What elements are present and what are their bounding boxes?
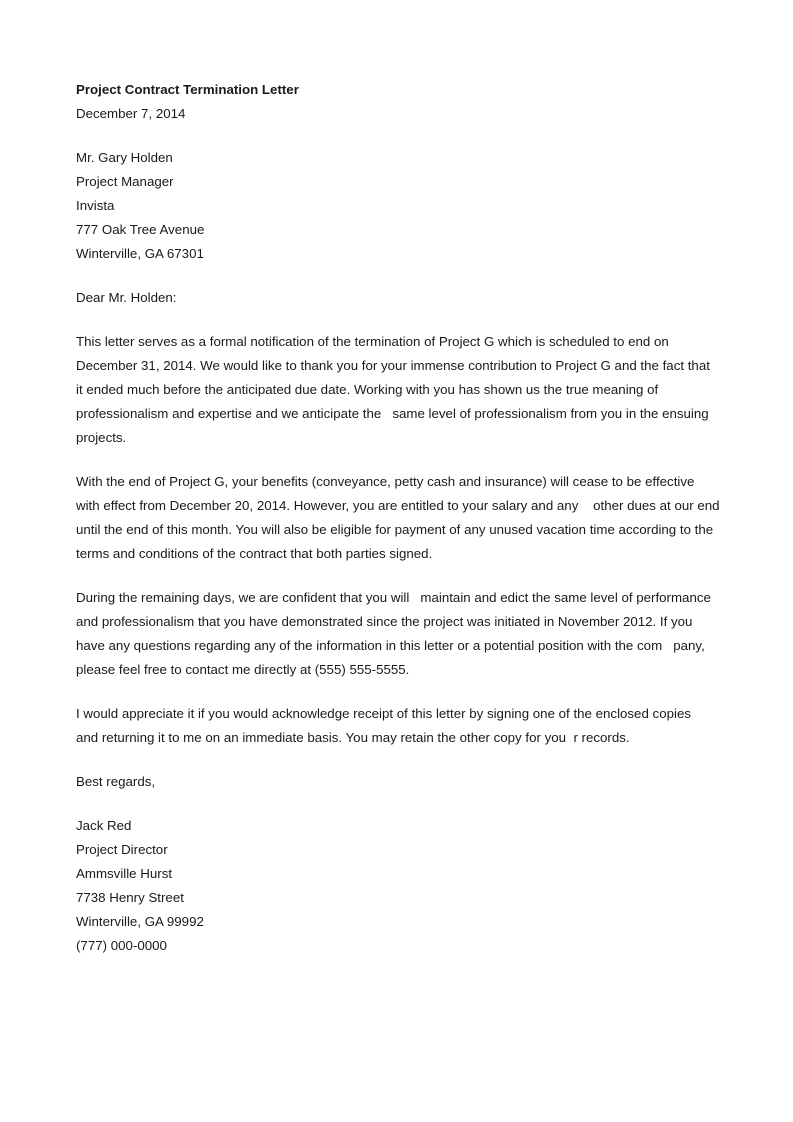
sender-phone: (777) 000-0000	[76, 938, 167, 953]
recipient-name: Mr. Gary Holden	[76, 150, 173, 165]
paragraph-3	[76, 586, 716, 682]
paragraph-line: with effect from December 20, 2014. However, you are entitled to your salary and any other dues at our end	[76, 498, 720, 513]
paragraph-2	[76, 470, 720, 566]
sender-position: Project Director	[76, 842, 168, 857]
letter-date: December 7, 2014	[76, 106, 186, 121]
paragraph-line: until the end of this month. You will also be eligible for payment of any unused vacation time according to the	[76, 522, 714, 537]
paragraph-line: This letter serves as a formal notification of the termination of Project G which is scheduled to end on	[76, 334, 669, 349]
paragraph-1	[76, 330, 716, 450]
paragraph-line: December 31, 2014. We would like to thank you for your immense contribution to Project G and the fact that	[76, 358, 710, 373]
sender-street: 7738 Henry Street	[76, 890, 184, 905]
paragraph-line: terms and conditions of the contract that both parties signed.	[76, 546, 433, 561]
recipient-position: Project Manager	[76, 174, 174, 189]
salutation: Dear Mr. Holden:	[76, 290, 177, 305]
sender-city: Winterville, GA 99992	[76, 914, 204, 929]
closing: Best regards,	[76, 774, 156, 789]
sender-company: Ammsville Hurst	[76, 866, 173, 881]
paragraph-line: and returning it to me on an immediate basis. You may retain the other copy for you r records.	[76, 730, 630, 745]
paragraph-line: I would appreciate it if you would acknowledge receipt of this letter by signing one of the enclosed copies	[76, 706, 691, 721]
paragraph-line: During the remaining days, we are confident that you will maintain and edict the same level of performance	[76, 590, 711, 605]
sender-signature	[76, 814, 716, 958]
paragraph-line: professionalism and expertise and we anticipate the same level of professionalism from you in the ensuing	[76, 406, 709, 421]
paragraph-line: have any questions regarding any of the information in this letter or a potential position with the com pany,	[76, 638, 705, 653]
recipient-city: Winterville, GA 67301	[76, 246, 204, 261]
letter-document	[76, 78, 720, 958]
recipient-street: 777 Oak Tree Avenue	[76, 222, 205, 237]
paragraph-line: please feel free to contact me directly at (555) 555-5555.	[76, 662, 410, 677]
paragraph-line: projects.	[76, 430, 127, 445]
paragraph-line: With the end of Project G, your benefits (conveyance, petty cash and insurance) will cease to be effective	[76, 474, 695, 489]
paragraph-line: it ended much before the anticipated due date. Working with you has shown us the true meaning of	[76, 382, 659, 397]
letter-title: Project Contract Termination Letter	[76, 82, 299, 97]
recipient-company: Invista	[76, 198, 115, 213]
paragraph-line: and professionalism that you have demonstrated since the project was initiated in November 2012. If you	[76, 614, 693, 629]
sender-name: Jack Red	[76, 818, 132, 833]
recipient-address	[76, 146, 716, 266]
paragraph-4	[76, 702, 716, 750]
